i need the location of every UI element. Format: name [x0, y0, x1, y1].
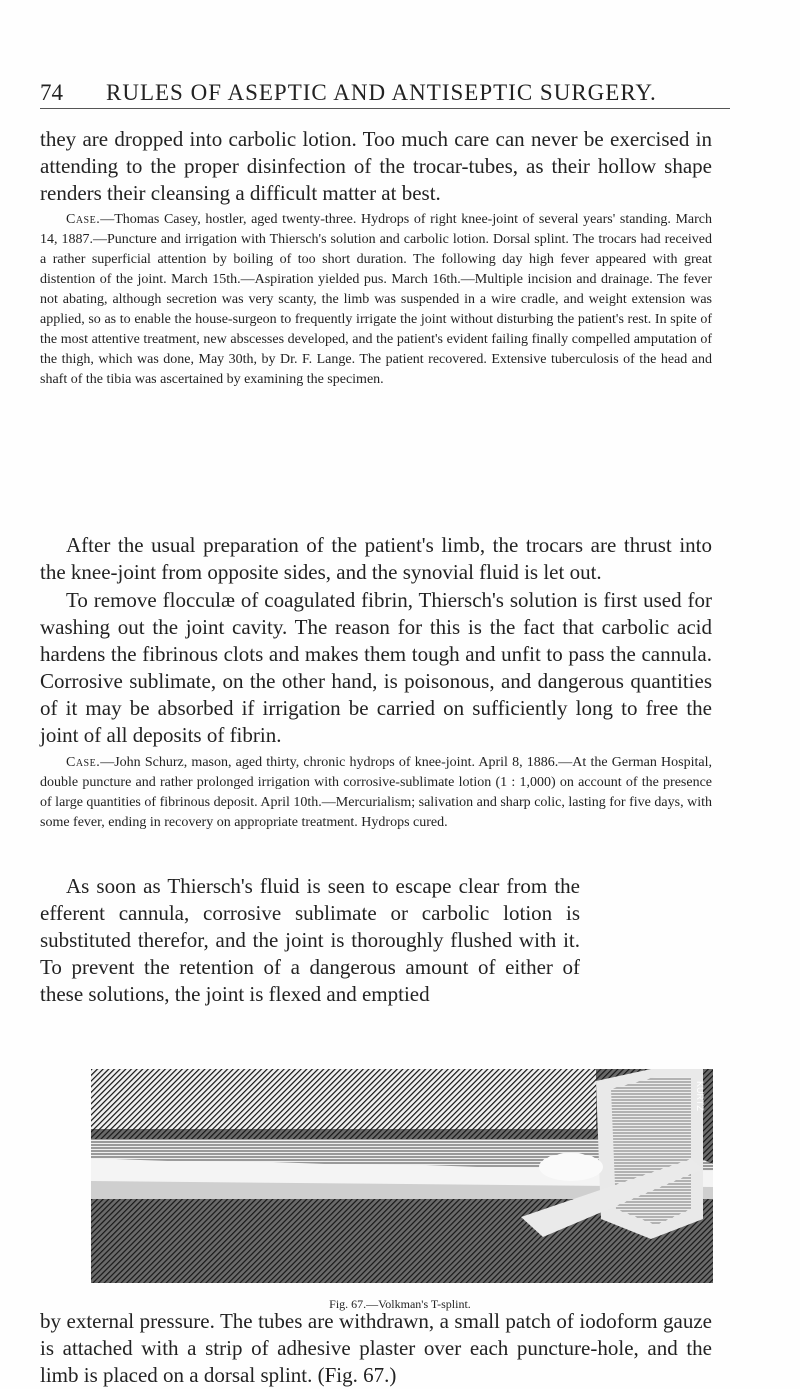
case-1: [40, 210, 712, 390]
page-number: 74: [40, 80, 63, 105]
case-2-label: Case.: [66, 755, 101, 770]
paragraph-2: After the usual preparation of the patient's limb, the trocars are thrust into the knee-joint from opposite sides, and the synovial fluid is let out.: [40, 533, 712, 584]
case-1-label: Case.: [66, 212, 101, 227]
figure-caption: Fig. 67.—Volkman's T-splint.: [329, 1297, 471, 1311]
case-1-text: —Thomas Casey, hostler, aged twenty-three. Hydrops of right knee-joint of several years' standing. March 14, 1887.—Puncture and irrigation with Thiersch's solution and carbolic lotion. Dorsal splint. The trocars had received a rather superficial attention by boiling of too short duration. The following day high fever appeared with great distention of the joint. March 15th.—Aspiration yielded pus. March 16th.—Multiple incision and drainage. The fever not abating, although secretion was very scanty, the limb was suspended in a wire cradle, and weight extension was applied, so as to enable the house-surgeon to frequently irrigate the joint without disturbing the patient's rest. In spite of the most attentive treatment, new abscesses developed, and the patient's evident failing finally compelled amputation of the thigh, which was done, May 30th, by Dr. F. Lange. The patient recovered. Extensive tuberculosis of the head and shaft of the tibia was ascertained by examining the specimen.: [40, 212, 712, 387]
case-2-text: —John Schurz, mason, aged thirty, chronic hydrops of knee-joint. April 8, 1886.—At the German Hospital, double puncture and rather prolonged irrigation with corrosive-sublimate lotion (1 : 1,000) on account of the presence of large quantities of fibrinous deposit. April 10th.—Mercurialism; salivation and sharp colic, lasting for five days, with some fever, ending in recovery on appropriate treatment. Hydrops cured.: [40, 755, 712, 830]
heel-rest: [539, 1153, 603, 1181]
paragraph-5: by external pressure. The tubes are withdrawn, a small patch of iodoform gauze is attached with a strip of adhesive plaster over each puncture-hole, and the limb is placed on a dorsal splint. (Fig. 67.): [40, 1309, 712, 1387]
paragraph-3: To remove flocculæ of coagulated fibrin, Thiersch's solution is first used for washing out the joint cavity. The reason for this is the fact that carbolic acid hardens the fibrinous clots and makes them tough and unfit to pass the cannula. Corrosive sublimate, on the other hand, is poisonous, and dangerous quantities of it may be absorbed if irrigation be carried on sufficiently long to free the joint of all deposits of fibrin.: [40, 588, 712, 747]
header-rule: [40, 108, 730, 109]
paragraph-1: they are dropped into carbolic lotion. Too much care can never be exercised in attending to the proper disinfection of the trocar-tubes, as their hollow shape renders their cleansing a difficult matter at best.: [40, 127, 712, 205]
page-header: [40, 80, 730, 110]
engraver-mark: KURTZ: [695, 1081, 705, 1111]
running-head: RULES OF ASEPTIC AND ANTISEPTIC SURGERY.: [106, 80, 657, 105]
case-2: [40, 753, 712, 833]
paragraph-4: As soon as Thiersch's fluid is seen to escape clear from the efferent cannula, corrosive sublimate or carbolic lotion is substituted therefor, and the joint is thoroughly flushed with it. To prevent the retention of a dangerous amount of either of these solutions, the joint is flexed and emptied: [40, 874, 580, 1006]
